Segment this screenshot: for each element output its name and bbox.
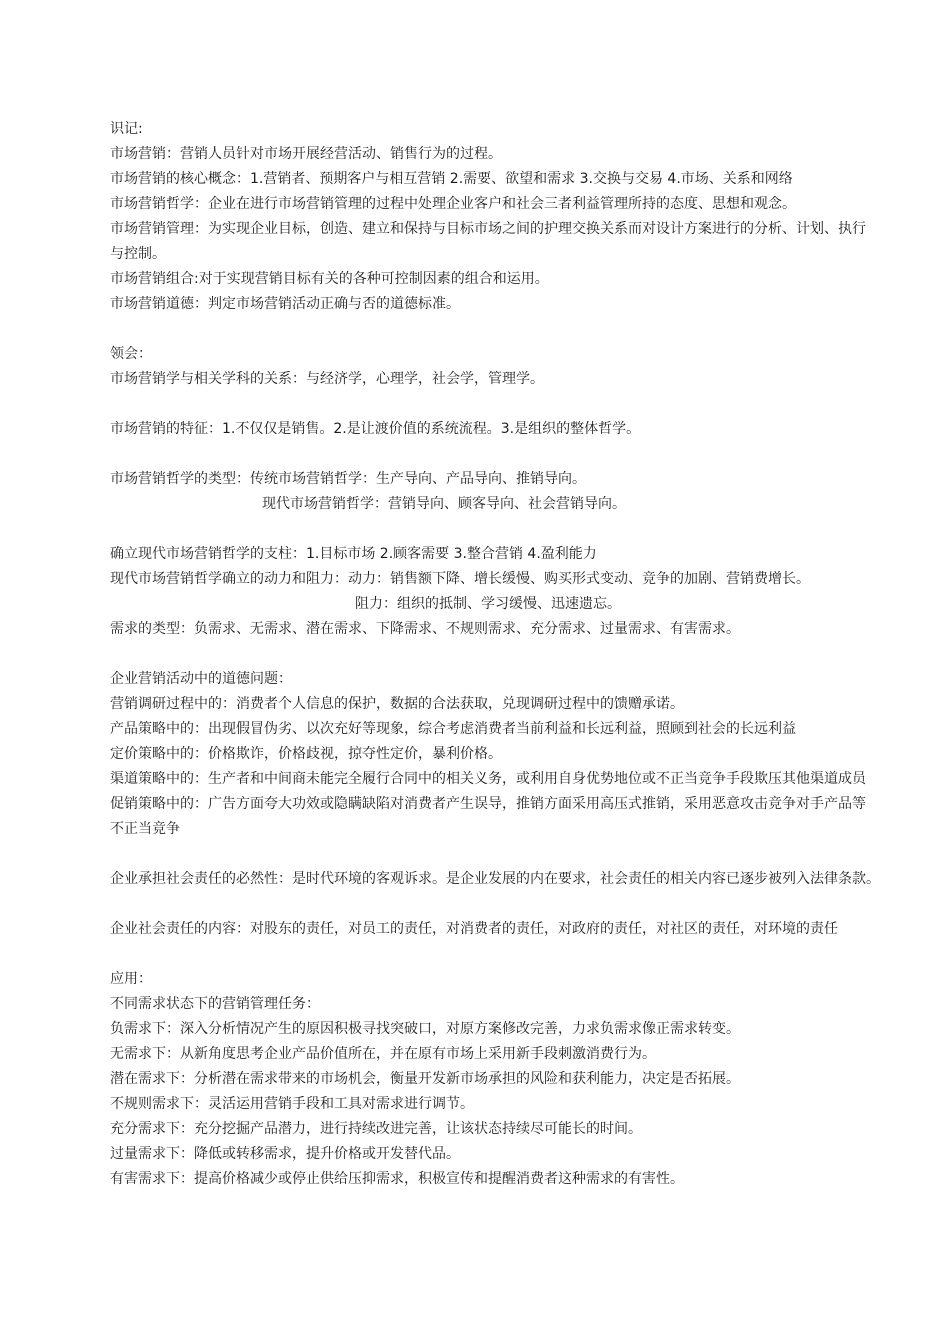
blank-line bbox=[110, 942, 910, 967]
definition-line: 市场营销：营销人员针对市场开展经营活动、销售行为的过程。 bbox=[110, 146, 502, 162]
ethics-line: 定价策略中的：价格欺诈，价格歧视，掠夺性定价，暴利价格。 bbox=[110, 746, 502, 762]
blank-line bbox=[110, 892, 910, 917]
ethics-line: 不正当竞争 bbox=[110, 821, 180, 837]
ethics-line: 促销策略中的：广告方面夸大功效或隐瞒缺陷对消费者产生误导，推销方面采用高压式推销，采用恶意攻击竞争对手产品等 bbox=[110, 796, 866, 812]
blank-line bbox=[110, 317, 910, 342]
pillars-line: 确立现代市场营销哲学的支柱：1.目标市场 2.顾客需要 3.整合营销 4.盈利能力 bbox=[110, 546, 597, 562]
demand-task-line: 过量需求下：降低或转移需求，提升价格或开发替代品。 bbox=[110, 1146, 460, 1162]
section-heading-comprehend: 领会： bbox=[110, 346, 152, 362]
demand-task-line: 充分需求下：充分挖掘产品潜力，进行持续改进完善，让该状态持续尽可能长的时间。 bbox=[110, 1121, 642, 1137]
definition-line: 市场营销的核心概念：1.营销者、预期客户与相互营销 2.需要、欲望和需求 3.交换与交易 4.市场、关系和网络 bbox=[110, 171, 793, 187]
definition-line: 市场营销哲学：企业在进行市场营销管理的过程中处理企业客户和社会三者利益管理所持的态度、思想和观念。 bbox=[110, 196, 796, 212]
ethics-line: 营销调研过程中的：消费者个人信息的保护，数据的合法获取，兑现调研过程中的馈赠承诺。 bbox=[110, 696, 684, 712]
demand-task-line: 不规则需求下：灵活运用营销手段和工具对需求进行调节。 bbox=[110, 1096, 474, 1112]
blank-line bbox=[110, 842, 910, 867]
section-heading-apply: 应用： bbox=[110, 971, 152, 987]
blank-line bbox=[110, 642, 910, 667]
demand-types-line: 需求的类型：负需求、无需求、潜在需求、下降需求、不规则需求、充分需求、过量需求、有害需求。 bbox=[110, 621, 740, 637]
relation-line: 市场营销学与相关学科的关系：与经济学，心理学，社会学，管理学。 bbox=[110, 371, 544, 387]
blank-line bbox=[110, 442, 910, 467]
features-line: 市场营销的特征：1.不仅仅是销售。2.是让渡价值的系统流程。3.是组织的整体哲学。 bbox=[110, 421, 641, 437]
demand-task-line: 负需求下：深入分析情况产生的原因积极寻找突破口，对原方案修改完善，力求负需求像正需求转变。 bbox=[110, 1021, 740, 1037]
forces-line: 现代市场营销哲学确立的动力和阻力：动力：销售额下降、增长缓慢、购买形式变动、竞争的加剧、营销费增长。 bbox=[110, 571, 810, 587]
ethics-line: 产品策略中的：出现假冒伪劣、以次充好等现象，综合考虑消费者当前利益和长远利益，照顾到社会的长远利益 bbox=[110, 721, 796, 737]
responsibility-content-line: 企业社会责任的内容：对股东的责任，对员工的责任，对消费者的责任，对政府的责任，对社区的责任，对环境的责任 bbox=[110, 921, 838, 937]
section-heading-memorize: 识记: bbox=[110, 121, 143, 137]
philosophy-types-line: 现代市场营销哲学：营销导向、顾客导向、社会营销导向。 bbox=[262, 496, 626, 512]
ethics-line: 渠道策略中的：生产者和中间商未能完全履行合同中的相关义务，或利用自身优势地位或不正当竞争手段欺压其他渠道成员 bbox=[110, 771, 866, 787]
apply-title: 不同需求状态下的营销管理任务： bbox=[110, 996, 320, 1012]
demand-task-line: 无需求下：从新角度思考企业产品价值所在，并在原有市场上采用新手段刺激消费行为。 bbox=[110, 1046, 656, 1062]
blank-line bbox=[110, 392, 910, 417]
responsibility-necessity-line: 企业承担社会责任的必然性：是时代环境的客观诉求。是企业发展的内在要求，社会责任的相关内容已逐步被列入法律条款。 bbox=[110, 871, 880, 887]
definition-line: 市场营销管理：为实现企业目标，创造、建立和保持与目标市场之间的护理交换关系而对设计方案进行的分析、计划、执行 bbox=[110, 221, 866, 237]
ethics-title: 企业营销活动中的道德问题： bbox=[110, 671, 292, 687]
philosophy-types-line: 市场营销哲学的类型：传统市场营销哲学：生产导向、产品导向、推销导向。 bbox=[110, 471, 586, 487]
forces-line: 阻力：组织的抵制、学习缓慢、迅速遗忘。 bbox=[355, 596, 621, 612]
demand-task-line: 潜在需求下：分析潜在需求带来的市场机会，衡量开发新市场承担的风险和获利能力，决定是否拓展。 bbox=[110, 1071, 740, 1087]
definition-line: 市场营销道德：判定市场营销活动正确与否的道德标准。 bbox=[110, 296, 460, 312]
demand-task-line: 有害需求下：提高价格减少或停止供给压抑需求，积极宣传和提醒消费者这种需求的有害性。 bbox=[110, 1171, 684, 1187]
definition-line: 市场营销组合:对于实现营销目标有关的各种可控制因素的组合和运用。 bbox=[110, 271, 549, 287]
blank-line bbox=[110, 517, 910, 542]
definition-line: 与控制。 bbox=[110, 246, 166, 262]
